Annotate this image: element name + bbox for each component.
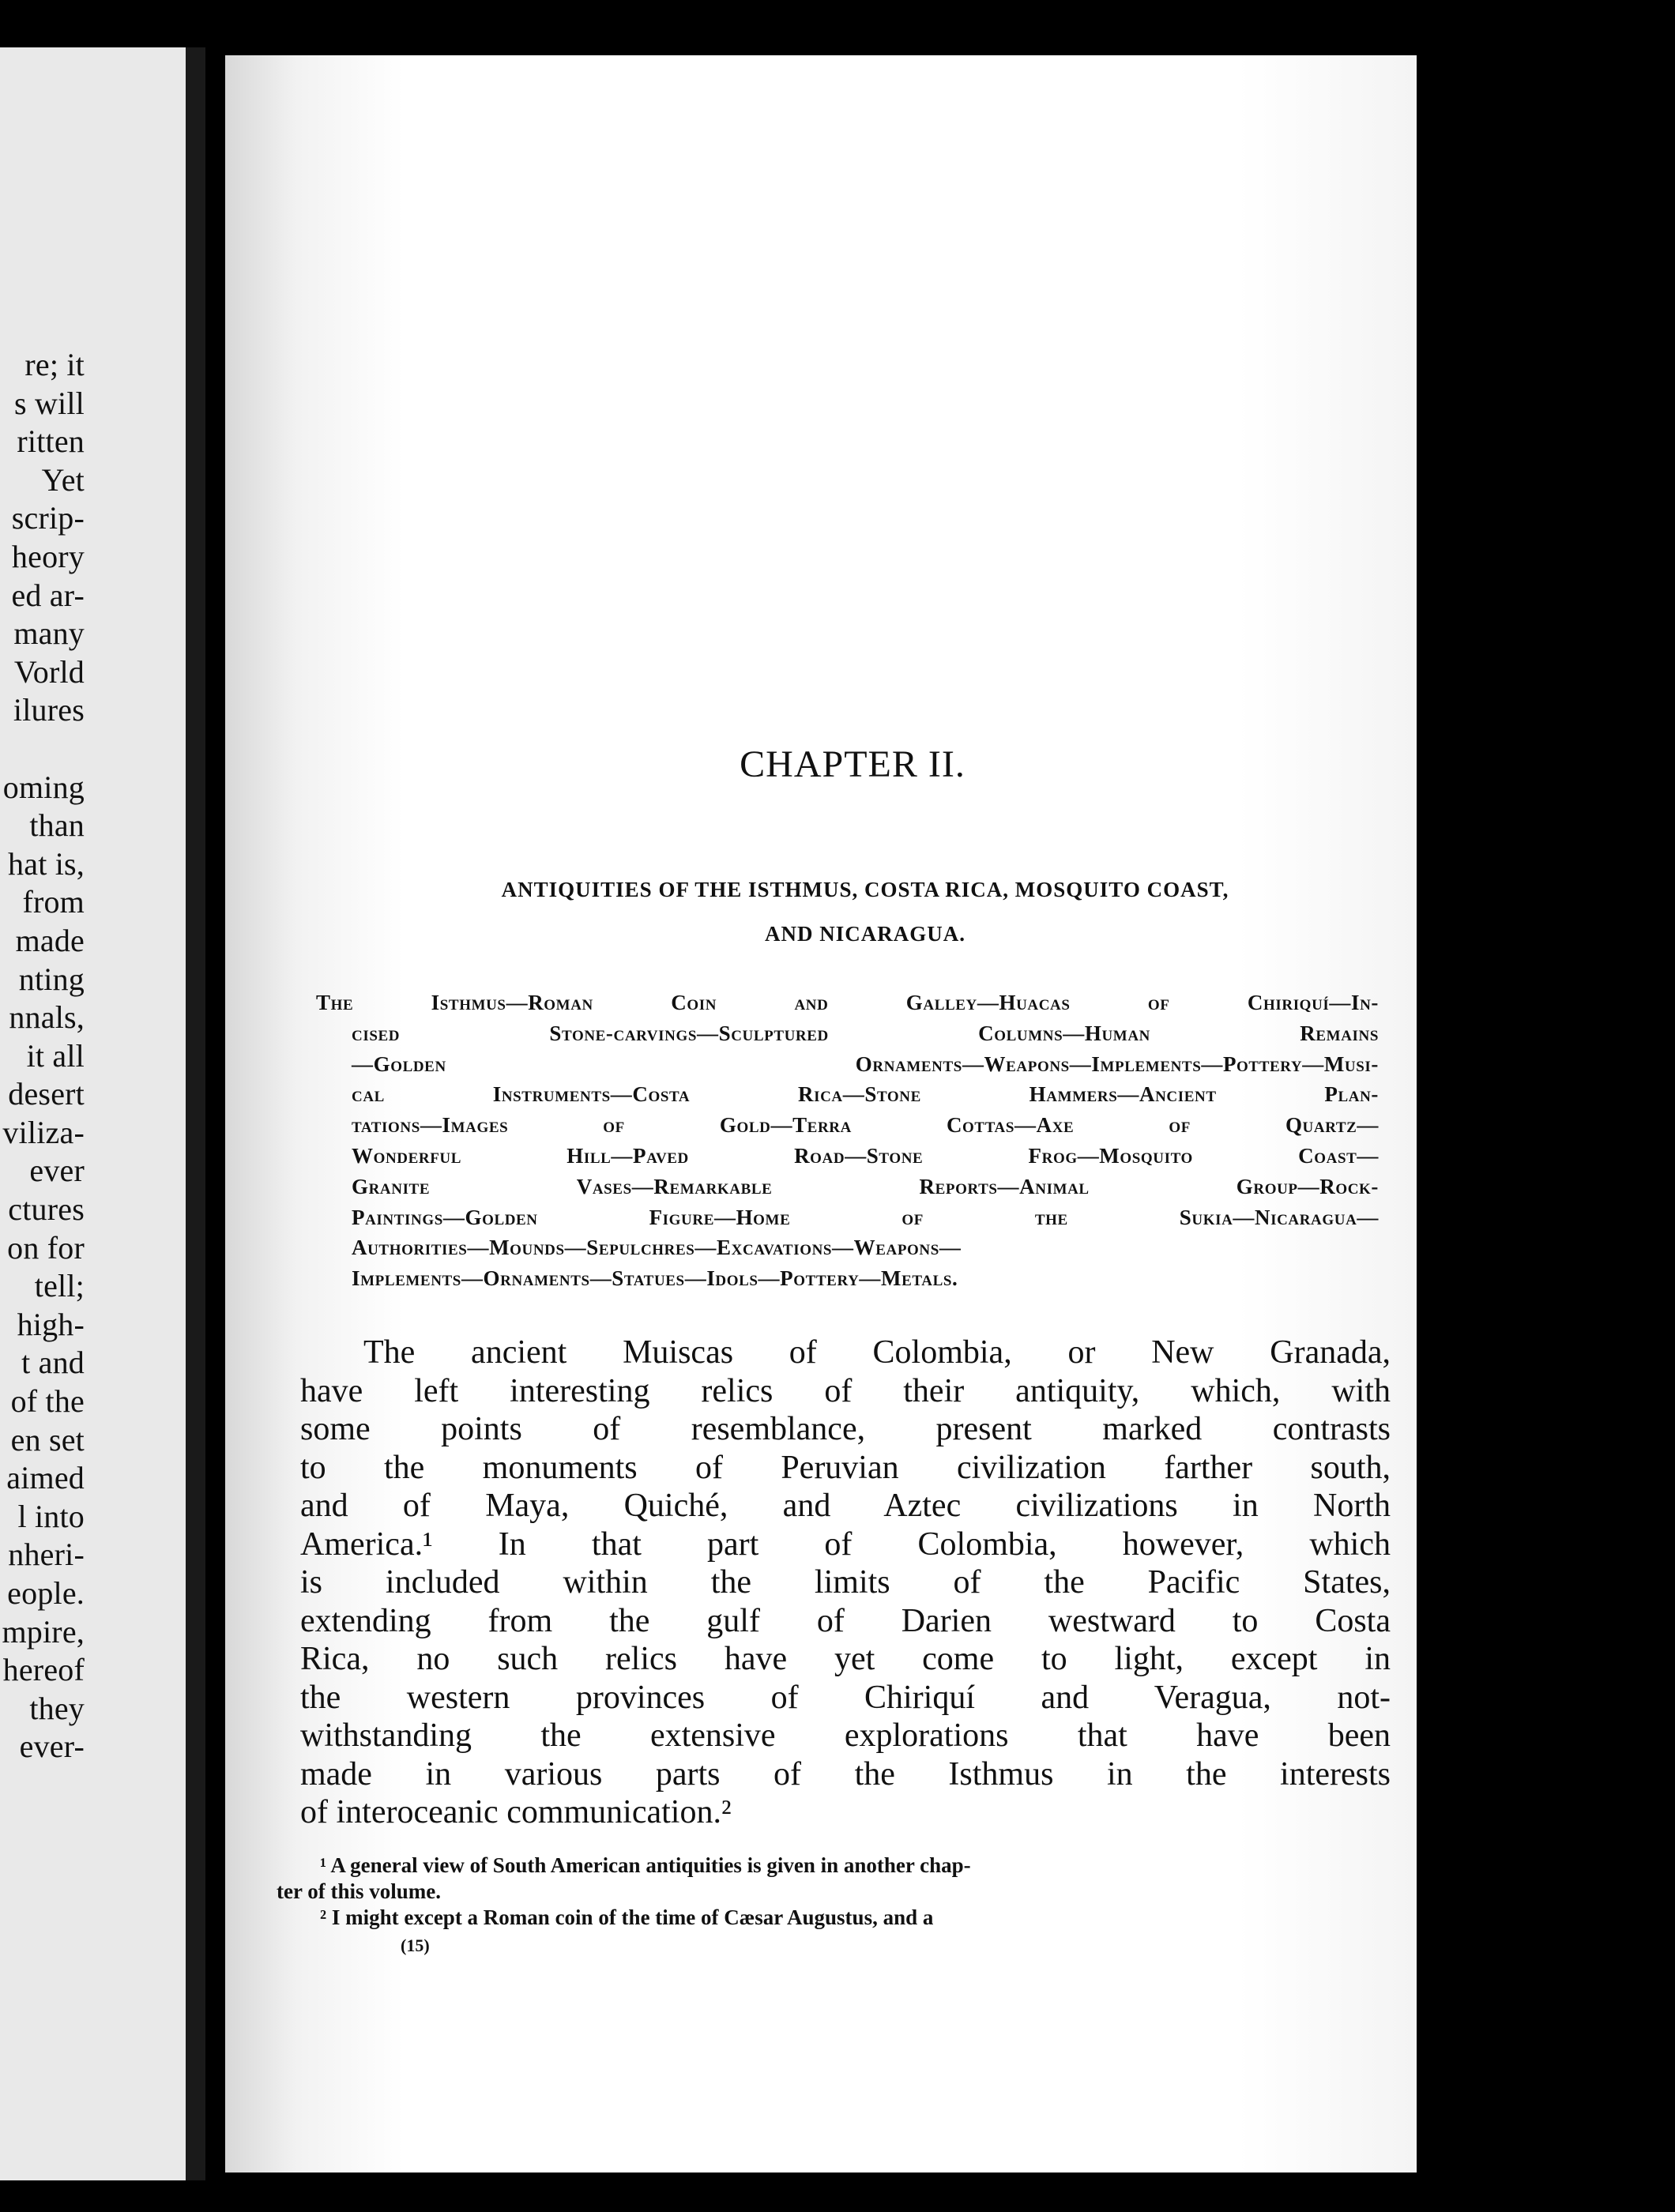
previous-page-line: aimed [6, 1460, 85, 1496]
previous-page-line: ritten [17, 423, 85, 460]
previous-page-line: scrip- [11, 500, 85, 536]
previous-page-line: of the [10, 1383, 85, 1420]
previous-page-line: hat is, [8, 845, 85, 882]
summary-line: Authorities—Mounds—Sepulchres—Excavations—Weapons— [352, 1236, 962, 1260]
body-line: withstanding the extensive explorations that have been [300, 1717, 1391, 1754]
previous-page-line: mpire, [2, 1613, 85, 1650]
previous-page-line: desert [8, 1076, 85, 1112]
previous-page-line: it all [26, 1037, 85, 1074]
summary-line: tations—Images of Gold—Terra Cottas—Axe of Quartz— [352, 1113, 1379, 1138]
previous-page-line [0, 730, 85, 769]
footnote-line: ² I might except a Roman coin of the time of Cæsar Augustus, and a [320, 1905, 934, 1929]
body-line: and of Maya, Quiché, and Aztec civilizations in North [300, 1488, 1391, 1524]
previous-page-line: ever [29, 1153, 85, 1189]
previous-page-line: nnals, [9, 999, 85, 1036]
summary-line: Granite Vases—Remarkable Reports—Animal Group—Rock- [352, 1174, 1379, 1198]
previous-page-line: s will [14, 385, 85, 421]
previous-page-line: t and [21, 1345, 85, 1381]
previous-page-line: hereof [2, 1652, 85, 1688]
summary-line: cised Stone-carvings—Sculptured Columns—Human Remains [352, 1021, 1379, 1045]
body-line: The ancient Muiscas of Colombia, or New Granada, [363, 1334, 1391, 1371]
footnote-line: ter of this volume. [277, 1879, 441, 1903]
book-page [225, 55, 1417, 2172]
previous-page-line: ctures [8, 1191, 85, 1228]
previous-page-line: many [13, 615, 85, 652]
summary-line: Paintings—Golden Figure—Home of the Sukia—Nicaragua— [352, 1205, 1379, 1229]
previous-page-text [0, 346, 85, 1766]
summary-line: Wonderful Hill—Paved Road—Stone Frog—Mosquito Coast— [352, 1143, 1379, 1168]
body-line: Rica, no such relics have yet come to light, except in [300, 1641, 1391, 1677]
body-line: to the monuments of Peruvian civilization farther south, [300, 1449, 1391, 1486]
body-paragraph [300, 1334, 1391, 1832]
footnotes [277, 1853, 1379, 1931]
previous-page-line: than [29, 807, 85, 844]
summary-line: The Isthmus—Roman Coin and Galley—Huacas of Chiriquí—In- [316, 991, 1379, 1014]
previous-page-line: they [29, 1690, 85, 1726]
previous-page-line: made [15, 922, 85, 958]
previous-page-line: tell; [34, 1268, 85, 1304]
chapter-title: CHAPTER II. [740, 743, 965, 785]
summary-line: Implements—Ornaments—Statues—Idols—Pottery—Metals. [352, 1266, 958, 1291]
previous-page-line: eople. [7, 1575, 85, 1611]
footnote-line: ¹ A general view of South American antiquities is given in another chap- [320, 1853, 971, 1877]
previous-page-line: from [22, 884, 85, 920]
body-line: is included within the limits of the Pacific States, [300, 1564, 1391, 1601]
chapter-subtitle-line: AND NICARAGUA. [765, 922, 965, 946]
gutter-shadow [186, 47, 205, 2180]
chapter-subtitle-line: ANTIQUITIES OF THE ISTHMUS, COSTA RICA, MOSQUITO COAST, [501, 878, 1229, 901]
previous-page-line: Vorld [13, 653, 85, 690]
body-line: extending from the gulf of Darien westward to Costa [300, 1602, 1391, 1639]
previous-page-edge [0, 47, 186, 2180]
previous-page-line: viliza- [2, 1114, 85, 1150]
body-line: America.¹ In that part of Colombia, however, which [300, 1525, 1391, 1563]
body-line: some points of resemblance, present marked contrasts [300, 1411, 1391, 1447]
previous-page-line: oming [2, 769, 85, 805]
previous-page-line: nting [18, 961, 85, 997]
previous-page-line: nheri- [8, 1537, 85, 1573]
summary-line: cal Instruments—Costa Rica—Stone Hammers—Ancient Plan- [352, 1082, 1379, 1107]
chapter-subtitle [320, 867, 1410, 956]
body-line: of interoceanic communication.² [300, 1794, 732, 1830]
previous-page-line: on for [7, 1229, 85, 1266]
scan-background [1417, 0, 1675, 2212]
previous-page-line: re; it [24, 347, 85, 382]
body-line: have left interesting relics of their antiquity, which, with [300, 1372, 1391, 1409]
previous-page-line: ilures [13, 692, 85, 728]
previous-page-line: Yet [41, 461, 85, 498]
page-number: (15) [401, 1936, 430, 1955]
previous-page-line: heory [11, 538, 85, 574]
chapter-summary [316, 988, 1379, 1294]
previous-page-line: en set [10, 1421, 85, 1458]
previous-page-line: ever- [19, 1729, 85, 1765]
previous-page-line: high- [17, 1306, 85, 1342]
previous-page-line: ed ar- [11, 577, 85, 613]
body-line: the western provinces of Chiriquí and Veragua, not- [300, 1679, 1391, 1716]
previous-page-line: l into [17, 1498, 85, 1534]
book-spine [205, 0, 225, 2212]
summary-line: —Golden Ornaments—Weapons—Implements—Pottery—Musi- [352, 1051, 1379, 1076]
body-line: made in various parts of the Isthmus in the interests [300, 1755, 1391, 1793]
